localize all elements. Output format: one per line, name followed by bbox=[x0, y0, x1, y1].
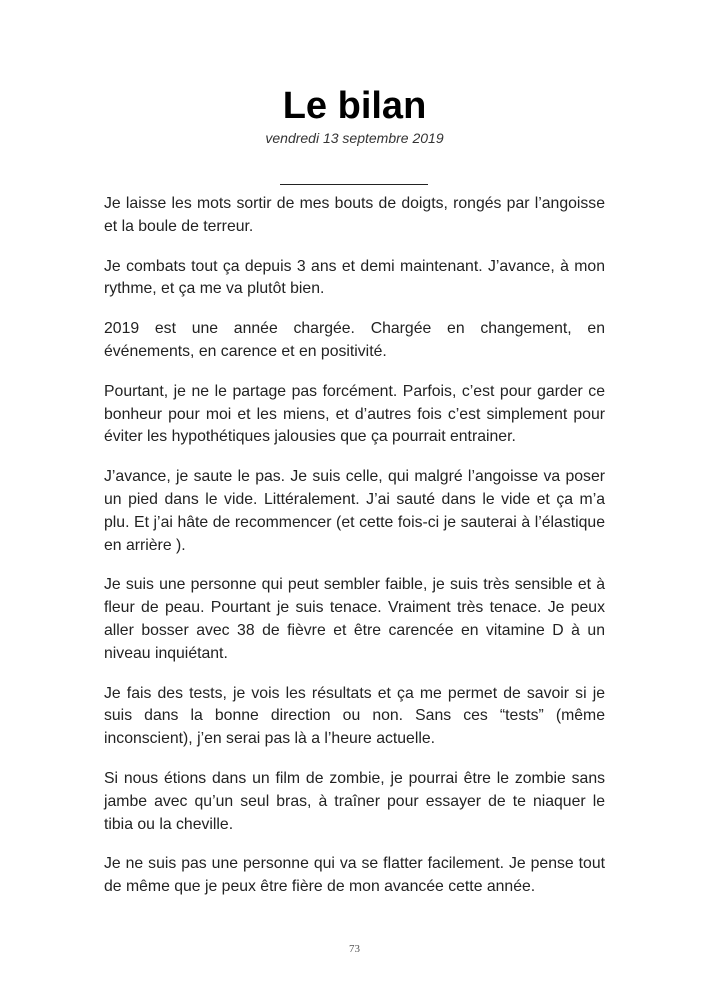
paragraph: J’avance, je saute le pas. Je suis celle, qui malgré l’angoisse va poser un pied dans le vide. Littéralement. J’ai sauté dans le vide et ça m’a plu. Et j’ai hâte de recommencer (et cette fois-ci je sauterai à l’élastique en arrière ). bbox=[104, 468, 605, 554]
paragraph: 2019 est une année chargée. Chargée en changement, en événements, en carence et en positivité. bbox=[104, 320, 605, 360]
title-separator-rule bbox=[280, 184, 428, 185]
paragraph: Je fais des tests, je vois les résultats et ça me permet de savoir si je suis dans la bonne direction ou non. Sans ces “tests” (même inconscient), j’en serai pas là a l’heure actuelle. bbox=[104, 684, 605, 748]
page-title: Le bilan bbox=[282, 85, 427, 127]
paragraph: Pourtant, je ne le partage pas forcément. Parfois, c’est pour garder ce bonheur pour moi et les miens, et d’autres fois c’est simplement pour éviter les hypothétiques jalousies que ça pourrait entrainer. bbox=[104, 382, 605, 446]
paragraph: Je ne suis pas une personne qui va se flatter facilement. Je pense tout de même que je peux être fière de mon avancée cette année. bbox=[104, 855, 605, 896]
page-number: 73 bbox=[349, 943, 360, 955]
post-date: vendredi 13 septembre 2019 bbox=[265, 130, 444, 146]
paragraph: Si nous étions dans un film de zombie, je pourrai être le zombie sans jambe avec qu’un seul bras, à traîner pour essayer de te niaquer le tibia ou la cheville. bbox=[104, 769, 605, 833]
paragraph: Je combats tout ça depuis 3 ans et demi maintenant. J’avance, à mon rythme, et ça me va plutôt bien. bbox=[104, 257, 605, 298]
paragraph: Je suis une personne qui peut sembler faible, je suis très sensible et à fleur de peau. Pourtant je suis tenace. Vraiment très tenace. Je peux aller bosser avec 38 de fièvre et être carencée en vitamine D à un niveau inquiétant. bbox=[104, 576, 605, 662]
article-body bbox=[104, 193, 605, 916]
paragraph: Je laisse les mots sortir de mes bouts de doigts, rongés par l’angoisse et la boule de terreur. bbox=[104, 195, 605, 235]
